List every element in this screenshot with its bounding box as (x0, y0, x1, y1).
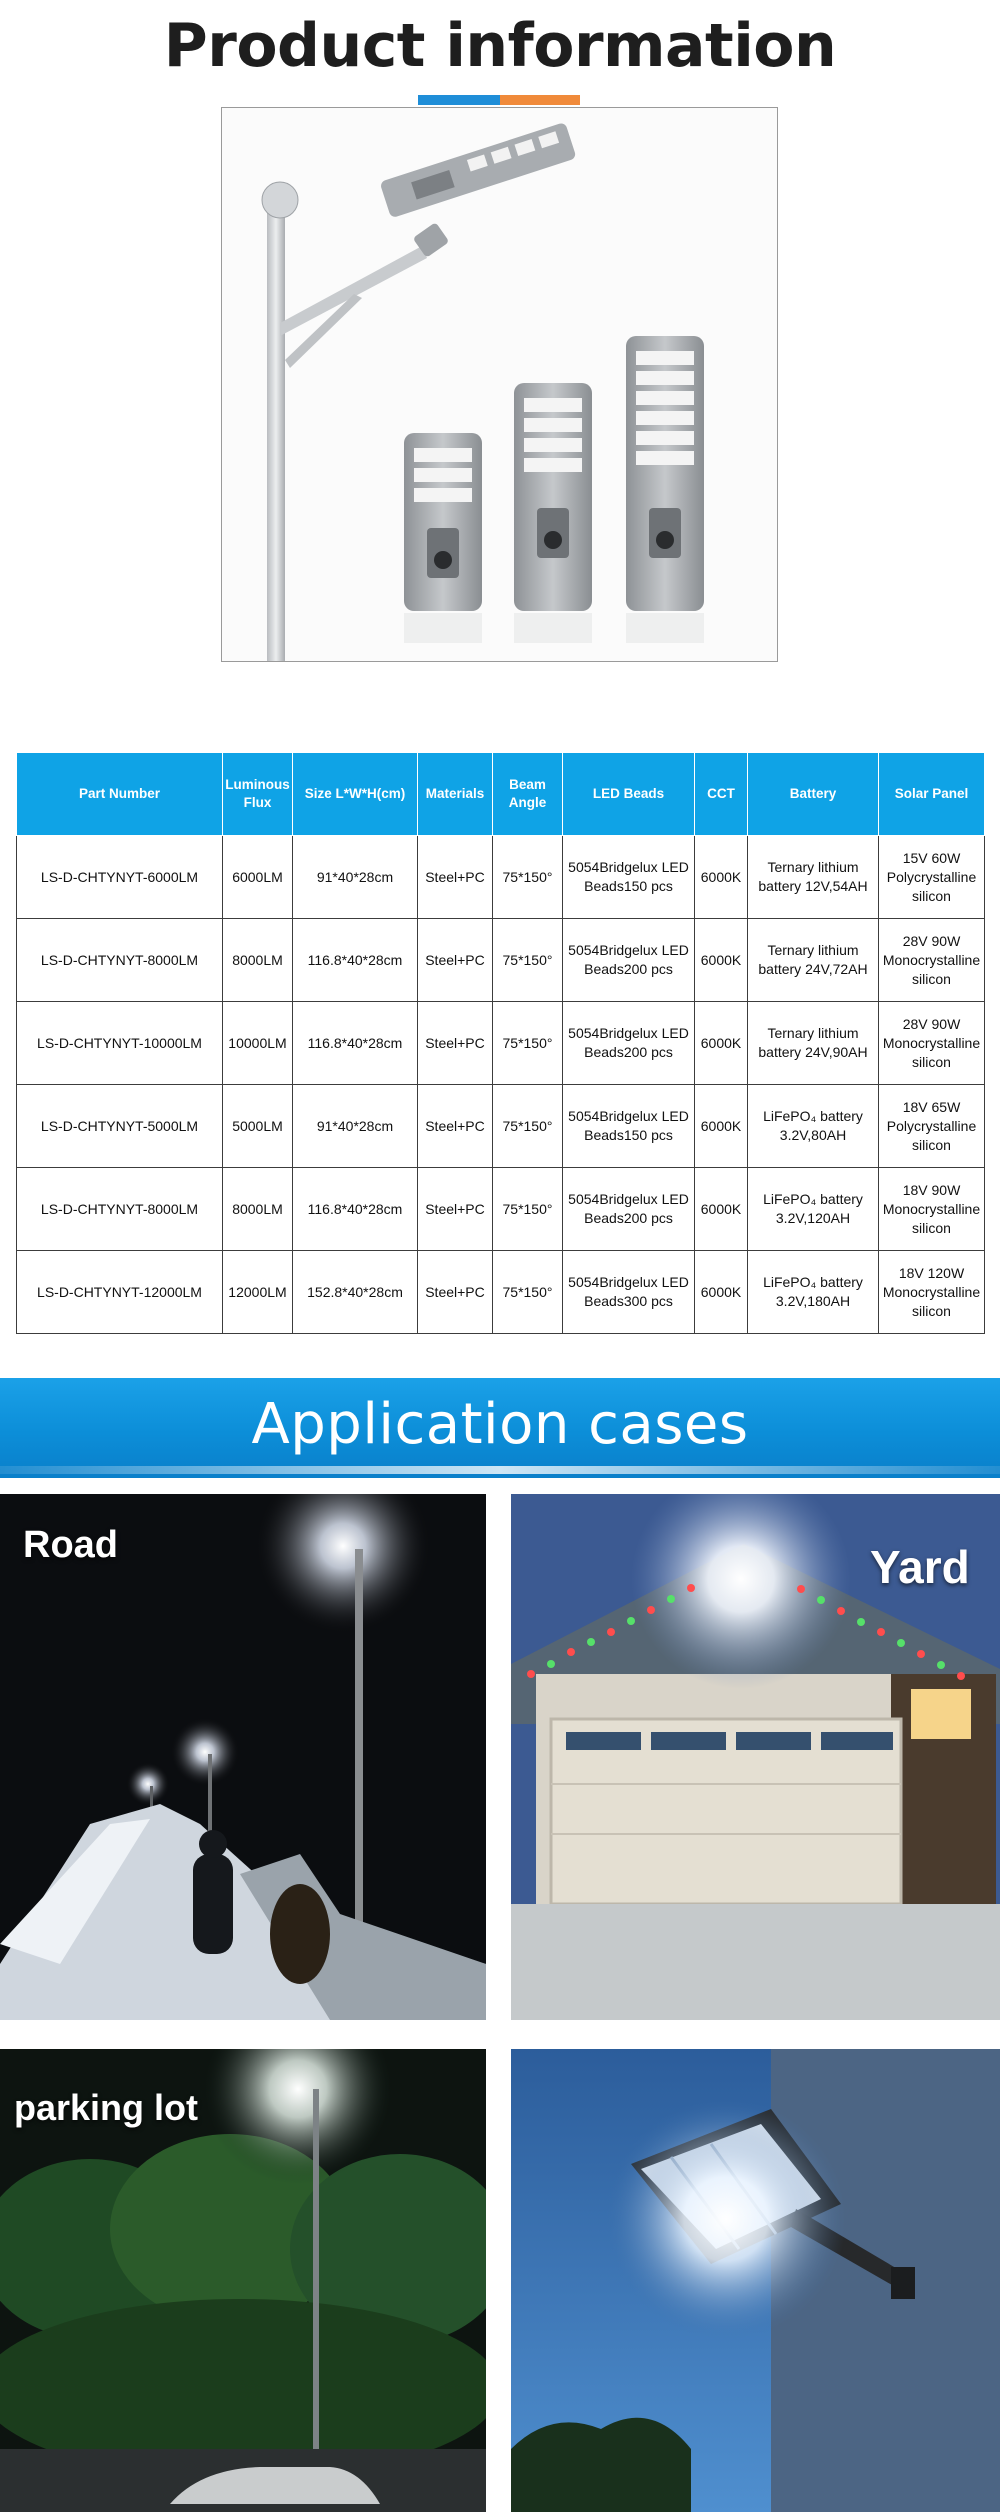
cell-size: 116.8*40*28cm (293, 1168, 418, 1251)
cell-size: 152.8*40*28cm (293, 1251, 418, 1334)
table-row (17, 919, 985, 1002)
case-label-road: Road (23, 1524, 118, 1566)
cell-materials: Steel+PC (418, 836, 493, 919)
cell-luminous-flux: 12000LM (223, 1251, 293, 1334)
cell-cct: 6000K (695, 1002, 748, 1085)
cell-luminous-flux: 8000LM (223, 919, 293, 1002)
cell-battery: LiFePO₄ battery 3.2V,120AH (748, 1168, 879, 1251)
col-header-solar-panel: Solar Panel (879, 753, 985, 836)
table-row (17, 1168, 985, 1251)
table-row (17, 836, 985, 919)
col-header-luminous-flux: Luminous Flux (223, 753, 293, 836)
cell-solar-panel: 18V 90W Monocrystalline silicon (879, 1168, 985, 1251)
cell-led-beads: 5054Bridgelux LED Beads200 pcs (563, 1002, 695, 1085)
cell-led-beads: 5054Bridgelux LED Beads150 pcs (563, 1085, 695, 1168)
cell-materials: Steel+PC (418, 919, 493, 1002)
page-title: Product information (163, 11, 837, 81)
cell-led-beads: 5054Bridgelux LED Beads200 pcs (563, 919, 695, 1002)
cell-solar-panel: 15V 60W Polycrystalline silicon (879, 836, 985, 919)
case-label-parking-lot: parking lot (14, 2087, 199, 2128)
cell-size: 116.8*40*28cm (293, 919, 418, 1002)
product-image (221, 107, 778, 662)
cell-part-number: LS-D-CHTYNYT-8000LM (17, 919, 223, 1002)
cell-led-beads: 5054Bridgelux LED Beads300 pcs (563, 1251, 695, 1334)
application-banner (0, 1378, 1000, 1478)
cell-solar-panel: 18V 65W Polycrystalline silicon (879, 1085, 985, 1168)
cell-solar-panel: 28V 90W Monocrystalline silicon (879, 919, 985, 1002)
cell-beam-angle: 75*150° (493, 1251, 563, 1334)
cell-beam-angle: 75*150° (493, 1085, 563, 1168)
cell-materials: Steel+PC (418, 1002, 493, 1085)
application-title: Application cases (251, 1392, 749, 1457)
cell-beam-angle: 75*150° (493, 919, 563, 1002)
cell-luminous-flux: 8000LM (223, 1168, 293, 1251)
cell-cct: 6000K (695, 836, 748, 919)
banner-light-stripe (0, 1466, 1000, 1474)
cell-beam-angle: 75*150° (493, 1002, 563, 1085)
case-label-yard: Yard (870, 1541, 970, 1593)
cell-luminous-flux: 5000LM (223, 1085, 293, 1168)
case-lamp-closeup-image (511, 2049, 1000, 2512)
cell-materials: Steel+PC (418, 1168, 493, 1251)
cell-led-beads: 5054Bridgelux LED Beads150 pcs (563, 836, 695, 919)
cell-solar-panel: 28V 90W Monocrystalline silicon (879, 1002, 985, 1085)
cell-size: 91*40*28cm (293, 1085, 418, 1168)
title-underline-blue (418, 95, 500, 105)
cell-battery: Ternary lithium battery 24V,72AH (748, 919, 879, 1002)
cell-beam-angle: 75*150° (493, 1168, 563, 1251)
cell-beam-angle: 75*150° (493, 836, 563, 919)
table-row (17, 1085, 985, 1168)
cell-cct: 6000K (695, 1168, 748, 1251)
col-header-beam-angle: Beam Angle (493, 753, 563, 836)
title-underline-orange (500, 95, 580, 105)
cell-size: 116.8*40*28cm (293, 1002, 418, 1085)
cell-part-number: LS-D-CHTYNYT-6000LM (17, 836, 223, 919)
col-header-cct: CCT (695, 753, 748, 836)
road-night-scene (0, 1494, 486, 2020)
col-header-size: Size L*W*H(cm) (293, 753, 418, 836)
cell-cct: 6000K (695, 919, 748, 1002)
case-yard-image (511, 1494, 1000, 2020)
cell-part-number: LS-D-CHTYNYT-8000LM (17, 1168, 223, 1251)
table-row (17, 1251, 985, 1334)
col-header-part-number: Part Number (17, 753, 223, 836)
cell-battery: LiFePO₄ battery 3.2V,80AH (748, 1085, 879, 1168)
case-road-image (0, 1494, 486, 2020)
col-header-materials: Materials (418, 753, 493, 836)
cell-battery: Ternary lithium battery 24V,90AH (748, 1002, 879, 1085)
cell-luminous-flux: 6000LM (223, 836, 293, 919)
cell-battery: LiFePO₄ battery 3.2V,180AH (748, 1251, 879, 1334)
cell-part-number: LS-D-CHTYNYT-10000LM (17, 1002, 223, 1085)
table-row (17, 1002, 985, 1085)
cell-solar-panel: 18V 120W Monocrystalline silicon (879, 1251, 985, 1334)
cell-size: 91*40*28cm (293, 836, 418, 919)
cell-part-number: LS-D-CHTYNYT-12000LM (17, 1251, 223, 1334)
cell-cct: 6000K (695, 1085, 748, 1168)
cell-cct: 6000K (695, 1251, 748, 1334)
cell-luminous-flux: 10000LM (223, 1002, 293, 1085)
cell-materials: Steel+PC (418, 1251, 493, 1334)
cell-battery: Ternary lithium battery 12V,54AH (748, 836, 879, 919)
cell-materials: Steel+PC (418, 1085, 493, 1168)
spec-table (16, 752, 985, 1334)
col-header-led-beads: LED Beads (563, 753, 695, 836)
cell-part-number: LS-D-CHTYNYT-5000LM (17, 1085, 223, 1168)
case-parking-lot-image (0, 2049, 486, 2512)
cell-led-beads: 5054Bridgelux LED Beads200 pcs (563, 1168, 695, 1251)
col-header-battery: Battery (748, 753, 879, 836)
product-illustration (222, 108, 778, 662)
table-header-row (17, 753, 985, 836)
lamp-closeup-scene (511, 2049, 1000, 2512)
